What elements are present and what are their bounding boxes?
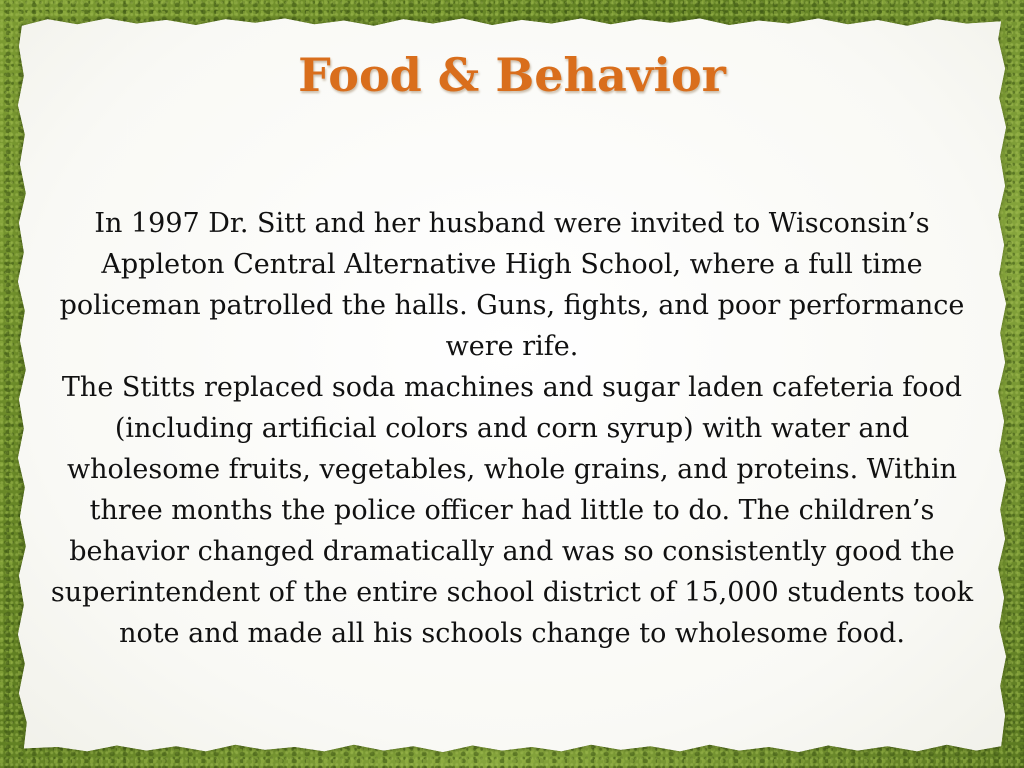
slide-body bbox=[40, 203, 984, 654]
body-paragraph-1: In 1997 Dr. Sitt and her husband were invited to Wisconsin’s Appleton Central Alternative High School, where a full time policeman patrolled the halls. Guns, fights, and poor performance were rife. bbox=[59, 208, 965, 362]
slide-title: Food & Behavior bbox=[298, 48, 726, 102]
body-paragraph-2: The Stitts replaced soda machines and sugar laden cafeteria food (including artificial colors and corn syrup) with water and wholesome fruits, vegetables, whole grains, and proteins. Within three months the police officer had little to do. The children’s behavior changed dramatically and was so consistently good the superintendent of the entire school district of 15,000 students took note and made all his schools change to wholesome food. bbox=[50, 372, 974, 649]
